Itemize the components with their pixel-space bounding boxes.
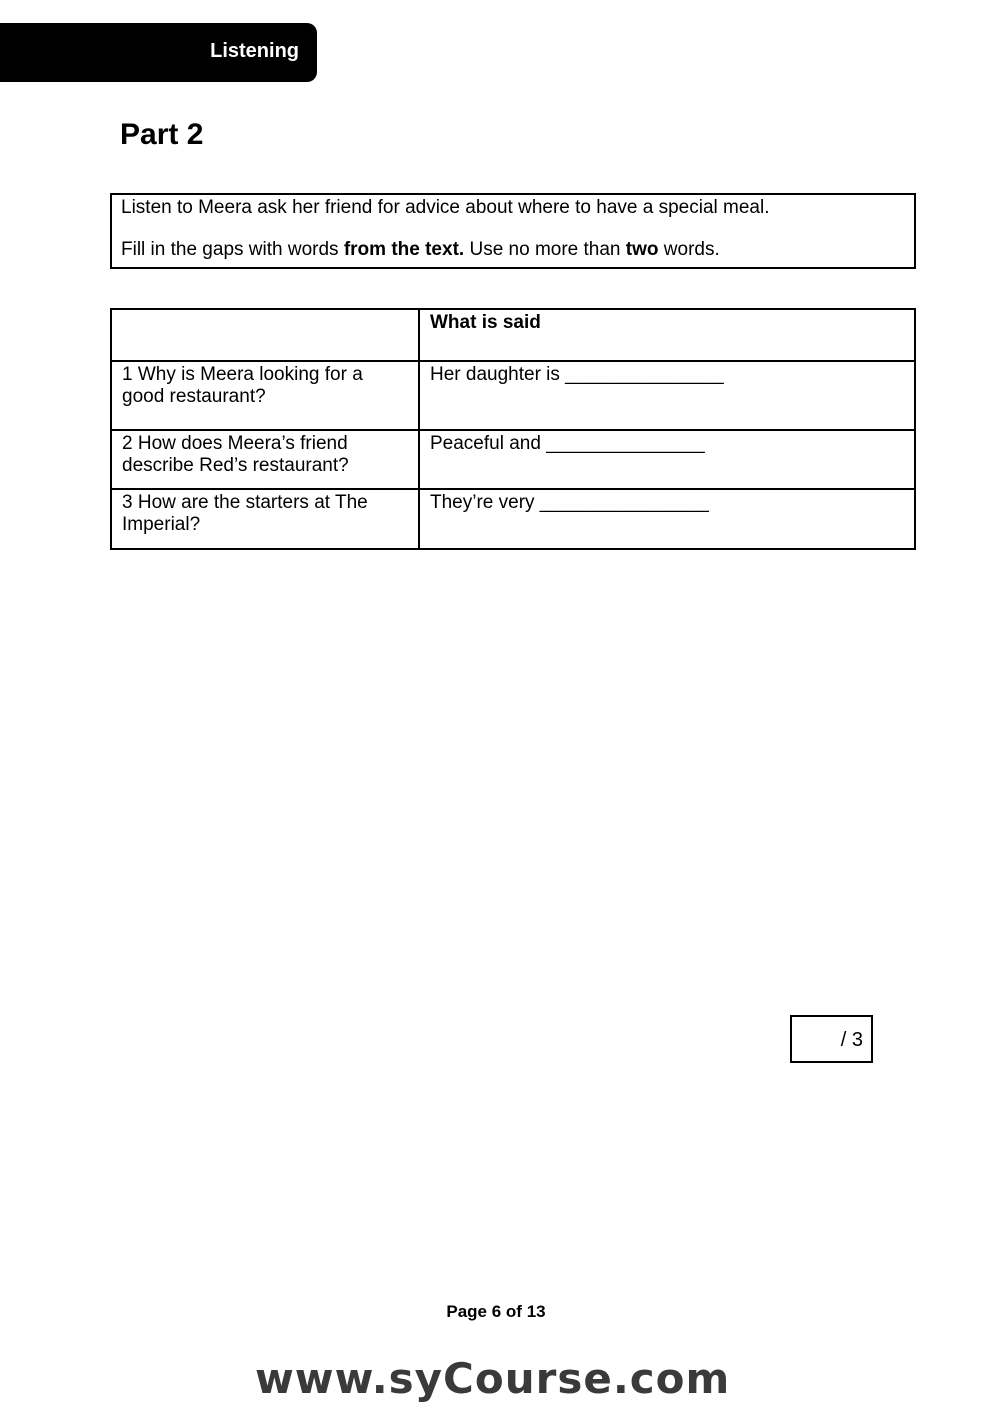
footer-page-number: 6 [491,1302,502,1321]
page-footer [0,1302,992,1322]
answer-cell[interactable]: They’re very ________________ [419,489,915,549]
score-box [790,1015,873,1063]
instr-bold-text: from the text. [343,239,465,260]
question-cell: 2 How does Meera’s friend describe Red’s restaurant? [111,430,419,489]
section-tab [0,23,317,82]
score-label: / 3 [840,1029,863,1051]
instructions-box [110,193,916,269]
table-row [111,430,915,489]
table-header-row [111,309,915,361]
instructions-line-1: Listen to Meera ask her friend for advice about where to have a special meal. [121,197,770,218]
instr-text: Use no more than [464,239,626,260]
table-header-empty [111,309,419,361]
table-row [111,489,915,549]
answer-cell[interactable]: Peaceful and _______________ [419,430,915,489]
table-header-what-is-said [419,309,915,361]
footer-text: of [501,1302,527,1321]
question-table [110,308,916,550]
watermark: www.syCourse.com [255,1354,731,1403]
footer-page-total: 13 [526,1302,546,1321]
instr-text: words. [658,239,720,260]
answer-cell[interactable]: Her daughter is _______________ [419,361,915,430]
table-row [111,361,915,430]
instr-text: Fill in the gaps with words [121,239,344,260]
part-title: Part 2 [120,118,204,151]
footer-text: Page [446,1302,492,1321]
header-label: What is said [430,312,541,333]
instructions-line-2 [121,239,720,261]
section-tab-label: Listening [210,40,299,62]
question-cell: 1 Why is Meera looking for a good restaurant? [111,361,419,430]
question-cell: 3 How are the starters at The Imperial? [111,489,419,549]
instr-bold-word: two [625,239,659,260]
